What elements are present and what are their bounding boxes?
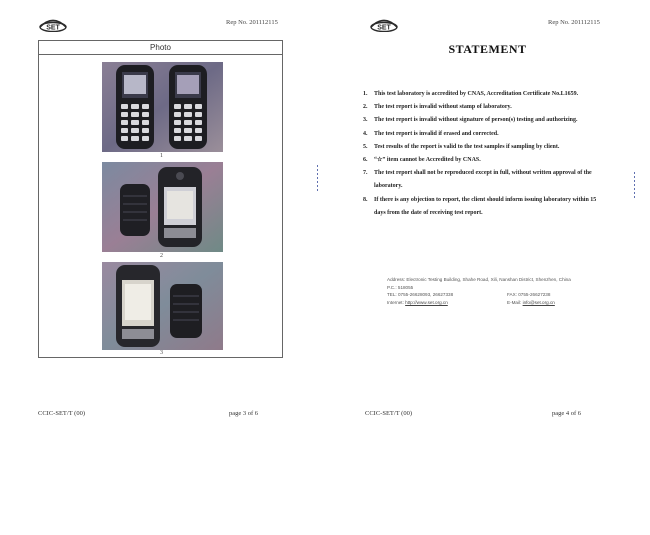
postcode-line: P.C.: 518055: [387, 284, 414, 290]
statement-item: 5. Test results of the report is valid to the test samples if sampling by client.: [363, 143, 560, 150]
statement-item: 7. The test report shall not be reproduced except in full, without written approval of the laboratory.: [363, 170, 592, 190]
address-line: Address: Electronic Testing Building, Shahe Road, Xili, Nanshan District, Shenzhen, China: [387, 277, 571, 282]
photo-3-number: 3: [160, 350, 163, 356]
footer-doc-code: CCIC-SET/T (00): [365, 410, 413, 417]
statement-item: 8. If there is any objection to report, the client should inform issuing laboratory within 15 days from the date of receiving test report.: [363, 196, 597, 216]
photo-2-phone-disassembled: [102, 162, 223, 252]
svg-text:SET: SET: [46, 24, 60, 32]
set-logo-icon: [38, 18, 68, 32]
footer-doc-code: CCIC-SET/T (00): [38, 410, 86, 417]
email-link[interactable]: info@set.org.cn: [522, 299, 555, 305]
statement-item: 2. The test report is invalid without stamp of laboratory.: [363, 104, 512, 111]
address-block: [387, 276, 617, 306]
statement-list: [363, 88, 603, 220]
scan-edge-mark: [316, 165, 319, 191]
statement-item: 3. The test report is invalid without signature of person(s) testing and authorizing.: [363, 117, 578, 124]
photo-title: Photo: [39, 41, 282, 55]
fax-line: FAX: 0755-26627238: [507, 292, 551, 297]
tel-line: TEL: 0755-26628093, 26627338: [387, 292, 454, 297]
photo-1-phones: [102, 62, 223, 152]
report-page-4: [325, 0, 650, 425]
internet-label: Internet:: [387, 299, 404, 305]
footer-page-number: page 3 of 6: [229, 410, 259, 417]
report-page-3: [0, 0, 320, 425]
footer-page-number: page 4 of 6: [552, 410, 582, 417]
statement-item: 4. The test report is invalid if erased and corrected.: [363, 130, 499, 137]
photo-2-number: 2: [160, 253, 163, 259]
photo-3-battery-removed: [102, 262, 223, 350]
report-number: Rep No. 201112115: [548, 19, 600, 26]
photo-1-number: 1: [160, 153, 163, 159]
statement-item: 6. “☆” item cannot be Accredited by CNAS.: [363, 157, 481, 164]
email-label: E-Mail:: [507, 299, 522, 305]
svg-text:SET: SET: [377, 24, 391, 32]
set-logo-icon: [369, 18, 399, 32]
photo-frame: [38, 40, 283, 358]
statement-title: STATEMENT: [448, 42, 527, 56]
report-number: Rep No. 201112115: [226, 19, 278, 26]
website-link[interactable]: http://www.set.org.cn: [405, 299, 448, 305]
statement-item: 1. This test laboratory is accredited by CNAS, Accreditation Certificate No.L1659.: [363, 91, 579, 97]
